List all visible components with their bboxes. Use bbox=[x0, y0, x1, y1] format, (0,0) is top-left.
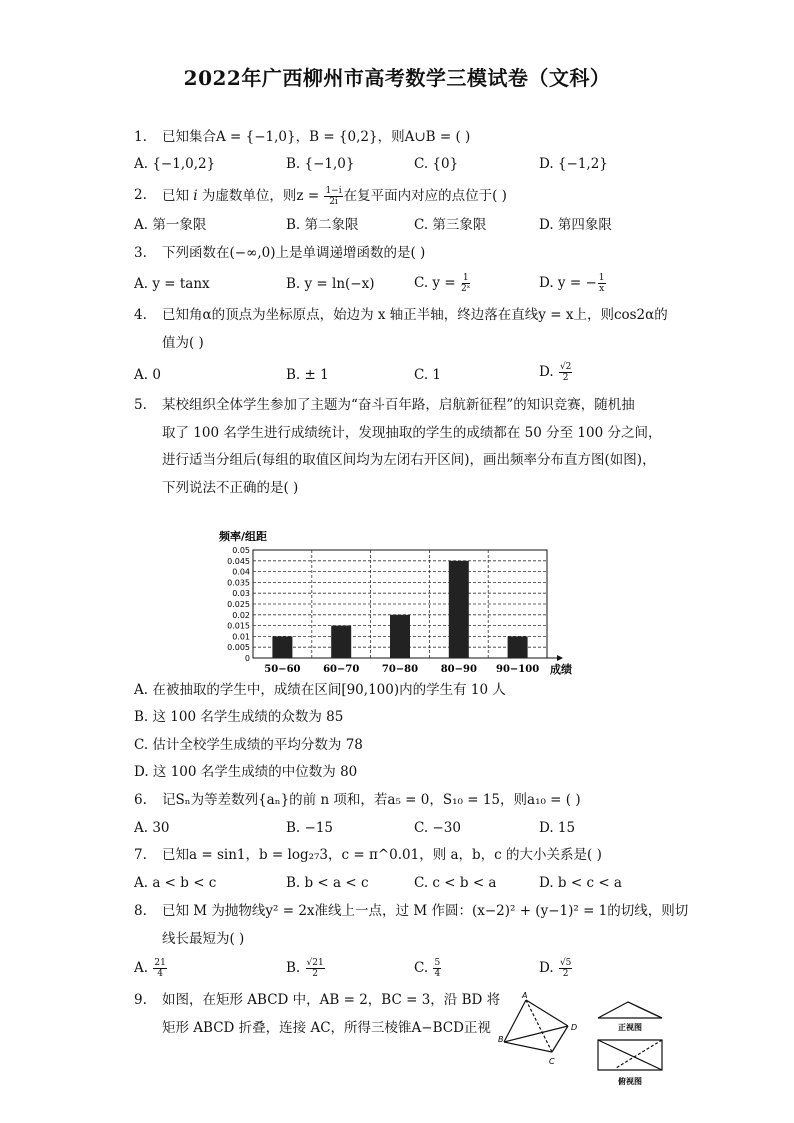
q5-option-a: A. 在被抽取的学生中，成绩在区间[90,100)内的学生有 10 人 bbox=[134, 682, 506, 698]
q5-option-d: D. 这 100 名学生成绩的中位数为 80 bbox=[134, 764, 358, 780]
q8-option-b: B. $\frac{√21}{2}$ bbox=[286, 958, 324, 979]
page-title: 2022年广西柳州市高考数学三模试卷（文科） bbox=[183, 66, 611, 90]
q5-line-2: 取了 100 名学生进行成绩统计，发现抽取的学生的成绩都在 50 分至 100 分之间， bbox=[162, 425, 662, 441]
q4-option-a: A. 0 bbox=[134, 367, 161, 383]
q1-option-c: C. {0} bbox=[414, 156, 459, 172]
q1-number: 1. bbox=[134, 129, 147, 145]
q2-option-d: D. 第四象限 bbox=[539, 217, 612, 233]
q2-option-a: A. 第一象限 bbox=[134, 217, 207, 233]
front-view-figure bbox=[598, 1002, 662, 1018]
q6-option-b: B. −15 bbox=[286, 820, 333, 836]
q8-text: 已知 M 为抛物线y² = 2x准线上一点，过 M 作圆：(x−2)² + (y−1)² = 1的切线，则切 bbox=[162, 903, 689, 919]
y-tick-label: 0.015 bbox=[227, 621, 250, 631]
q4-text: 已知角α的顶点为坐标原点，始边为 x 轴正半轴，终边落在直线y = x上，则cos2α的 bbox=[162, 307, 668, 323]
y-tick-label: 0.02 bbox=[232, 610, 250, 620]
q6-number: 6. bbox=[134, 792, 147, 808]
q5-line-1: 某校组织全体学生参加了主题为“奋斗百年路，启航新征程”的知识竞赛，随机抽 bbox=[162, 397, 635, 413]
q3-number: 3. bbox=[134, 245, 147, 261]
q4-number: 4. bbox=[134, 307, 147, 323]
y-tick-label: 0.035 bbox=[227, 578, 250, 588]
q3-option-d: D. y = − $\frac{1}{x}$ bbox=[539, 273, 605, 294]
q1-option-a: A. {−1,0,2} bbox=[134, 156, 216, 172]
q2-text: 已知 i 为虚数单位，则z = $\frac{1-i}{2i}$ 在复平面内对应的点位于( ) bbox=[162, 186, 507, 207]
q8-number: 8. bbox=[134, 903, 147, 919]
x-tick-label: 60−70 bbox=[323, 664, 360, 675]
q9-fold-diagram bbox=[498, 990, 678, 1090]
x-axis-label: 成绩 bbox=[550, 663, 572, 676]
bar-70−80 bbox=[390, 615, 410, 658]
y-tick-label: 0 bbox=[244, 654, 250, 663]
y-tick-label: 0.05 bbox=[232, 546, 250, 555]
y-tick-label: 0.04 bbox=[232, 567, 250, 577]
q3-option-b: B. y = ln(−x) bbox=[286, 276, 375, 292]
y-tick-label: 0.01 bbox=[232, 632, 250, 642]
label-c: C bbox=[549, 1057, 555, 1066]
x-tick-label: 50−60 bbox=[264, 664, 301, 675]
q7-option-d: D. b < c < a bbox=[539, 875, 622, 891]
q7-number: 7. bbox=[134, 847, 147, 863]
q5-option-c: C. 估计全校学生成绩的平均分数为 78 bbox=[134, 737, 363, 753]
top-view-figure bbox=[598, 1040, 662, 1070]
top-view-label: 俯视图 bbox=[618, 1077, 642, 1086]
q4-option-d: D. $\frac{√2}{2}$ bbox=[539, 362, 572, 383]
q2-option-c: C. 第三象限 bbox=[414, 217, 487, 233]
q6-text: 记Sₙ为等差数列{aₙ}的前 n 项和，若a₅ = 0，S₁₀ = 15，则a₁₀ = ( ) bbox=[162, 792, 581, 808]
q5-line-3: 进行适当分组后(每组的取值区间均为左闭右开区间)，画出频率分布直方图(如图)， bbox=[162, 452, 656, 468]
q7-option-a: A. a < b < c bbox=[134, 875, 217, 891]
front-view-label: 正视图 bbox=[618, 1023, 642, 1032]
bar-80−90 bbox=[449, 561, 469, 658]
label-b: B bbox=[498, 1035, 504, 1044]
q5-line-4: 下列说法不正确的是( ) bbox=[162, 480, 299, 496]
y-tick-label: 0.045 bbox=[227, 556, 250, 566]
q1-option-d: D. {−1,2} bbox=[539, 156, 608, 172]
q8-option-d: D. $\frac{√5}{2}$ bbox=[539, 958, 572, 979]
q4-option-b: B. ± 1 bbox=[286, 367, 329, 383]
frequency-histogram bbox=[215, 528, 585, 678]
q7-option-c: C. c < b < a bbox=[414, 875, 497, 891]
q6-option-a: A. 30 bbox=[134, 820, 170, 836]
y-tick-label: 0.03 bbox=[232, 589, 250, 599]
x-tick-label: 70−80 bbox=[381, 664, 419, 675]
q5-number: 5. bbox=[134, 397, 147, 413]
q6-option-c: C. −30 bbox=[414, 820, 461, 836]
x-tick-label: 80−90 bbox=[440, 664, 477, 675]
q8-text-2: 线长最短为( ) bbox=[162, 931, 245, 947]
q7-text: 已知a = sin1，b = log₂₇3，c = π^0.01，则 a，b，c 的大小关系是( ) bbox=[162, 847, 602, 863]
bar-90−100 bbox=[508, 636, 528, 658]
q6-option-d: D. 15 bbox=[539, 820, 576, 836]
q1-text: 已知集合A = {−1,0}，B = {0,2}，则A∪B = ( ) bbox=[162, 129, 471, 145]
q2-number: 2. bbox=[134, 187, 147, 203]
y-tick-label: 0.025 bbox=[227, 600, 250, 609]
q3-option-a: A. y = tanx bbox=[134, 276, 210, 292]
q4-text-2: 值为( ) bbox=[162, 335, 204, 351]
y-axis-label: 频率/组距 bbox=[219, 530, 268, 543]
q1-option-b: B. {−1,0} bbox=[286, 156, 355, 172]
q9-number: 9. bbox=[134, 992, 147, 1008]
q8-option-a: A. $\frac{21}{4}$ bbox=[134, 958, 166, 979]
q5-option-b: B. 这 100 名学生成绩的众数为 85 bbox=[134, 709, 344, 725]
q9-text-2: 矩形 ABCD 折叠，连接 AC，所得三棱锥A−BCD正视 bbox=[162, 1020, 491, 1036]
q2-option-b: B. 第二象限 bbox=[286, 217, 359, 233]
x-tick-label: 90−100 bbox=[496, 664, 540, 675]
q3-text: 下列函数在(−∞,0)上是单调递增函数的是( ) bbox=[162, 245, 426, 261]
q7-option-b: B. b < a < c bbox=[286, 875, 369, 891]
q4-option-c: C. 1 bbox=[414, 367, 442, 383]
q9-text: 如图，在矩形 ABCD 中，AB = 2，BC = 3，沿 BD 将 bbox=[162, 992, 501, 1008]
x-axis-arrow bbox=[557, 655, 563, 661]
tetrahedron-figure bbox=[504, 1000, 568, 1052]
q8-option-c: C. $\frac{5}{4}$ bbox=[414, 958, 441, 979]
label-d: D bbox=[571, 1023, 578, 1032]
q3-option-c: C. y = $\frac{1}{\text{2ˣ}}$ bbox=[414, 273, 471, 294]
bar-60−70 bbox=[331, 626, 351, 658]
label-a: A bbox=[522, 991, 528, 1000]
bar-50−60 bbox=[272, 636, 292, 658]
y-tick-label: 0.005 bbox=[227, 643, 250, 653]
